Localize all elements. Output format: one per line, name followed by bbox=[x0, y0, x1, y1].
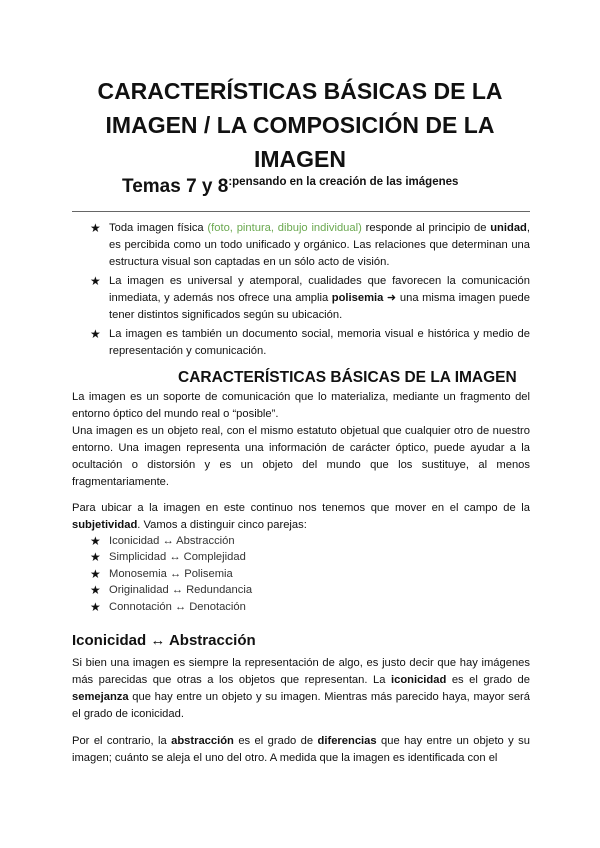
paragraph bbox=[72, 655, 530, 723]
paragraph bbox=[72, 733, 530, 767]
text-run: La imagen es universal y atemporal, cualidades que favorecen la comunicación inmediata, y además nos ofrece una amplia bbox=[109, 275, 530, 304]
paragraph bbox=[72, 500, 530, 534]
paragraph: La imagen es un soporte de comunicación que lo materializa, mediante un fragmento del entorno óptico del mundo real o “posible”. bbox=[72, 391, 530, 420]
list-item bbox=[90, 566, 390, 582]
subtitle-note: :pensando en la creación de las imágenes bbox=[228, 176, 459, 188]
text-run: responde al principio de bbox=[361, 222, 491, 234]
pair-label: Simplicidad ↔ Complejidad bbox=[109, 551, 246, 564]
text-run: es el grado de bbox=[446, 674, 531, 686]
star-icon: ★ bbox=[90, 221, 101, 235]
star-icon: ★ bbox=[90, 550, 101, 565]
text-run: ➜ una misma imagen puede tener distintos significados según su ubicación. bbox=[109, 292, 530, 321]
intro-bullet-list bbox=[90, 220, 530, 362]
subsection-heading: Iconicidad ↔ Abstracción bbox=[72, 632, 256, 649]
bold-term: iconicidad bbox=[390, 674, 447, 686]
text-run: , es percibida como un todo unificado y orgánico. Las relaciones que determinan una estructura visual son captadas en un sólo acto de visión. bbox=[109, 222, 530, 268]
list-item bbox=[90, 549, 390, 565]
text-run: La imagen es también un documento social, memoria visual e histórica y medio de representación y comunicación. bbox=[109, 328, 530, 357]
star-icon: ★ bbox=[90, 274, 101, 288]
list-item bbox=[90, 273, 530, 324]
list-item bbox=[90, 599, 390, 615]
star-icon: ★ bbox=[90, 327, 101, 341]
subtitle-main: Temas 7 y 8 bbox=[122, 176, 229, 197]
bullet-text bbox=[109, 326, 530, 360]
text-run: que hay entre un objeto y su imagen; cuánto se aleja el uno del otro. A medida que la imagen es identificada con el bbox=[72, 735, 530, 764]
bold-term: abstracción bbox=[171, 735, 234, 747]
pair-label: Connotación ↔ Denotación bbox=[109, 600, 246, 613]
bold-term: unidad bbox=[490, 222, 527, 234]
text-run: es el grado de bbox=[233, 735, 318, 747]
bullet-text bbox=[109, 220, 530, 271]
text-run: Por el contrario, la bbox=[72, 735, 172, 747]
title-line-3: IMAGEN bbox=[254, 146, 346, 172]
text-run: Para ubicar a la imagen en este continuo nos tenemos que mover en el campo de la bbox=[72, 502, 530, 514]
bullet-text bbox=[109, 273, 530, 324]
highlight-text: (foto, pintura, dibujo individual) bbox=[207, 222, 362, 234]
list-item bbox=[90, 582, 390, 598]
text-run: Si bien una imagen es siempre la representación de algo, es justo decir que hay imágenes más parecidas que otras a los objetos que representan. La bbox=[72, 657, 530, 686]
star-icon: ★ bbox=[90, 534, 101, 548]
pair-label: Monosemia ↔ Polisemia bbox=[109, 567, 233, 580]
pairs-list bbox=[90, 533, 390, 615]
pair-label: Iconicidad ↔ Abstracción bbox=[109, 535, 235, 547]
title-line-2: IMAGEN / LA COMPOSICIÓN DE LA bbox=[105, 112, 495, 138]
text-run: Toda imagen física bbox=[109, 222, 208, 234]
bold-term: polisemia bbox=[331, 292, 384, 304]
paragraph: Una imagen es un objeto real, con el mismo estatuto objetual que cualquier otro de nuestro entorno. Una imagen representa una información de carácter óptico, puede ayudar a la ocultación o distorsión y es un objeto del mundo que los sustituye, al menos fragmentariamente. bbox=[72, 425, 530, 488]
page-title bbox=[60, 74, 540, 176]
bold-term: semejanza bbox=[72, 691, 129, 703]
text-run: que hay entre un objeto y su imagen. Mientras más parecido haya, mayor será el grado de iconicidad. bbox=[72, 691, 530, 720]
list-item bbox=[90, 220, 530, 271]
bold-term: subjetividad bbox=[72, 519, 138, 531]
title-line-1: CARACTERÍSTICAS BÁSICAS DE LA bbox=[97, 78, 503, 104]
list-item bbox=[90, 533, 390, 549]
subtitle bbox=[122, 176, 458, 198]
divider-line bbox=[72, 211, 530, 212]
bold-term: diferencias bbox=[317, 735, 377, 747]
star-icon: ★ bbox=[90, 566, 101, 581]
star-icon: ★ bbox=[90, 583, 101, 598]
text-run: . Vamos a distinguir cinco parejas: bbox=[137, 519, 307, 531]
star-icon: ★ bbox=[90, 599, 101, 614]
section-heading: CARACTERÍSTICAS BÁSICAS DE LA IMAGEN bbox=[178, 369, 517, 386]
pair-label: Originalidad ↔ Redundancia bbox=[109, 584, 253, 597]
list-item bbox=[90, 326, 530, 360]
